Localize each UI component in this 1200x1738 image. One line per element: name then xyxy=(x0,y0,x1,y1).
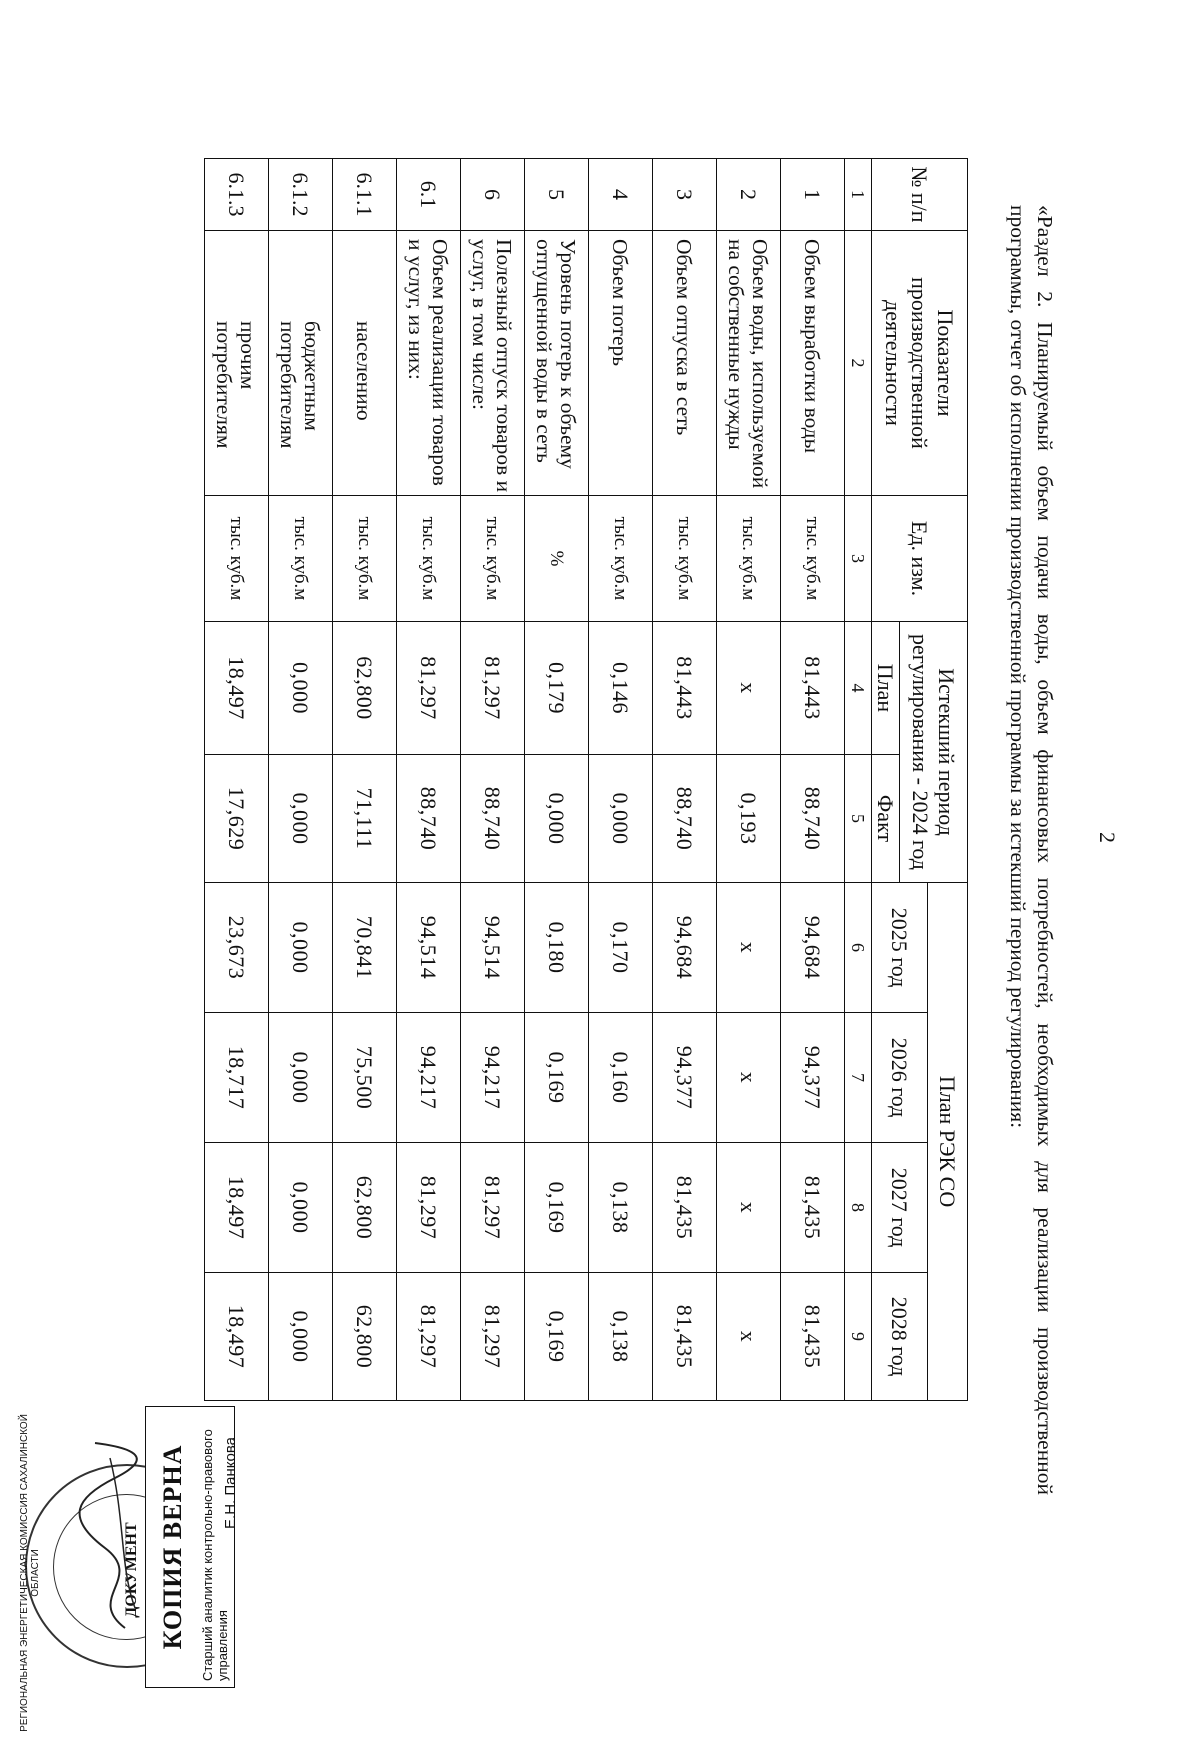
unit-cell: тыс. куб.м xyxy=(717,496,781,622)
value-cell: x xyxy=(717,1273,781,1401)
table-row xyxy=(653,159,717,1401)
value-cell: 62,800 xyxy=(333,622,397,755)
indicator-name: Объем потерь xyxy=(589,231,653,496)
table-row xyxy=(781,159,845,1401)
value-cell: 81,297 xyxy=(397,1273,461,1401)
indicator-name: Объем выработки воды xyxy=(781,231,845,496)
row-number: 2 xyxy=(717,159,781,231)
value-cell: 94,684 xyxy=(653,883,717,1013)
value-cell: 0,000 xyxy=(589,755,653,883)
row-number: 6.1 xyxy=(397,159,461,231)
value-cell: 81,297 xyxy=(461,1273,525,1401)
indicator-name: бюджетным потребителям xyxy=(269,231,333,496)
unit-cell: % xyxy=(525,496,589,622)
col-index: 8 xyxy=(845,1143,872,1273)
value-cell: 94,377 xyxy=(653,1013,717,1143)
value-cell: 81,443 xyxy=(781,622,845,755)
header-rek-plan: План РЭК СО xyxy=(928,883,968,1401)
value-cell: 18,717 xyxy=(205,1013,269,1143)
value-cell: 0,146 xyxy=(589,622,653,755)
row-number: 6 xyxy=(461,159,525,231)
header-2025: 2025 год xyxy=(872,883,928,1013)
value-cell: 18,497 xyxy=(205,622,269,755)
value-cell: 0,138 xyxy=(589,1143,653,1273)
value-cell: 18,497 xyxy=(205,1273,269,1401)
value-cell: 94,377 xyxy=(781,1013,845,1143)
header-unit: Ед. изм. xyxy=(872,496,968,622)
row-number: 6.1.2 xyxy=(269,159,333,231)
value-cell: 94,217 xyxy=(461,1013,525,1143)
copy-certified-box xyxy=(145,1406,239,1688)
value-cell: 81,435 xyxy=(781,1273,845,1401)
value-cell: 81,443 xyxy=(653,622,717,755)
value-cell: 88,740 xyxy=(781,755,845,883)
value-cell: 0,169 xyxy=(525,1143,589,1273)
value-cell: 17,629 xyxy=(205,755,269,883)
unit-cell: тыс. куб.м xyxy=(461,496,525,622)
indicator-name: Объем отпуска в сеть xyxy=(653,231,717,496)
value-cell: 81,435 xyxy=(653,1273,717,1401)
unit-cell: тыс. куб.м xyxy=(269,496,333,622)
row-number: 5 xyxy=(525,159,589,231)
value-cell: 0,000 xyxy=(269,622,333,755)
production-program-table xyxy=(204,158,968,1401)
header-indicator: Показатели производственной деятельности xyxy=(872,231,968,496)
col-index: 1 xyxy=(845,159,872,231)
value-cell: 81,297 xyxy=(397,1143,461,1273)
table-row xyxy=(397,159,461,1401)
table-row xyxy=(589,159,653,1401)
value-cell: 18,497 xyxy=(205,1143,269,1273)
value-cell: 70,841 xyxy=(333,883,397,1013)
value-cell: 0,000 xyxy=(269,1273,333,1401)
value-cell: 0,000 xyxy=(269,883,333,1013)
value-cell: 88,740 xyxy=(461,755,525,883)
value-cell: x xyxy=(717,883,781,1013)
table-row xyxy=(333,159,397,1401)
value-cell: 81,297 xyxy=(461,622,525,755)
value-cell: 81,297 xyxy=(397,622,461,755)
unit-cell: тыс. куб.м xyxy=(653,496,717,622)
section-heading: «Раздел 2. Планируемый объем подачи воды, объем финансовых потребностей, необходимых для реализации производственной программы, отчет об исполнении производственной программы за истекший период регулирования: xyxy=(1006,205,1057,1495)
header-2028: 2028 год xyxy=(872,1273,928,1401)
value-cell: 94,514 xyxy=(397,883,461,1013)
value-cell: 94,217 xyxy=(397,1013,461,1143)
value-cell: x xyxy=(717,622,781,755)
unit-cell: тыс. куб.м xyxy=(333,496,397,622)
table-row xyxy=(461,159,525,1401)
value-cell: 75,500 xyxy=(333,1013,397,1143)
value-cell: 0,000 xyxy=(525,755,589,883)
certification-stamp xyxy=(19,1408,250,1732)
value-cell: 0,169 xyxy=(525,1273,589,1401)
header-fact: Факт xyxy=(872,755,900,883)
value-cell: 0,180 xyxy=(525,883,589,1013)
value-cell: 81,435 xyxy=(653,1143,717,1273)
value-cell: x xyxy=(717,1143,781,1273)
value-cell: 88,740 xyxy=(653,755,717,883)
header-2026: 2026 год xyxy=(872,1013,928,1143)
value-cell: 0,179 xyxy=(525,622,589,755)
header-num: № п/п xyxy=(872,159,968,231)
unit-cell: тыс. куб.м xyxy=(397,496,461,622)
header-2027: 2027 год xyxy=(872,1143,928,1273)
table-row xyxy=(205,159,269,1401)
row-number: 1 xyxy=(781,159,845,231)
value-cell: 94,684 xyxy=(781,883,845,1013)
value-cell: 94,514 xyxy=(461,883,525,1013)
value-cell: 0,169 xyxy=(525,1013,589,1143)
indicator-name: Уровень потерь к объему отпущенной воды в сеть xyxy=(525,231,589,496)
seal-text: ДОКУМЕНТ xyxy=(123,1522,140,1618)
value-cell: 0,000 xyxy=(269,755,333,883)
value-cell: 71,111 xyxy=(333,755,397,883)
indicator-name: Объем воды, используемой на собственные нужды xyxy=(717,231,781,496)
value-cell: 88,740 xyxy=(397,755,461,883)
col-index: 6 xyxy=(845,883,872,1013)
value-cell: 23,673 xyxy=(205,883,269,1013)
unit-cell: тыс. куб.м xyxy=(205,496,269,622)
row-number: 6.1.1 xyxy=(333,159,397,231)
page-number: 2 xyxy=(1095,832,1120,843)
table-row xyxy=(525,159,589,1401)
col-index: 2 xyxy=(845,231,872,496)
col-index: 7 xyxy=(845,1013,872,1143)
value-cell: 62,800 xyxy=(333,1273,397,1401)
value-cell: 0,000 xyxy=(269,1143,333,1273)
signature xyxy=(65,1438,155,1638)
col-index: 4 xyxy=(845,622,872,755)
stamp-signer-name: Е.Н. Панкова xyxy=(222,1437,239,1529)
header-period: Истекший период регулирования - 2024 год xyxy=(900,622,968,883)
col-index: 3 xyxy=(845,496,872,622)
col-index: 5 xyxy=(845,755,872,883)
value-cell: 62,800 xyxy=(333,1143,397,1273)
table-row xyxy=(717,159,781,1401)
row-number: 6.1.3 xyxy=(205,159,269,231)
indicator-name: Объем реализации товаров и услуг, из них: xyxy=(397,231,461,496)
stamp-position: Старший аналитик контрольно-правового управления xyxy=(200,1429,230,1681)
value-cell: 0,193 xyxy=(717,755,781,883)
value-cell: 0,000 xyxy=(269,1013,333,1143)
indicator-name: Полезный отпуск товаров и услуг, в том числе: xyxy=(461,231,525,496)
header-plan: План xyxy=(872,622,900,755)
col-index: 9 xyxy=(845,1273,872,1401)
table-row xyxy=(269,159,333,1401)
indicator-name: прочим потребителям xyxy=(205,231,269,496)
value-cell: 81,297 xyxy=(461,1143,525,1273)
value-cell: 0,160 xyxy=(589,1013,653,1143)
unit-cell: тыс. куб.м xyxy=(589,496,653,622)
row-number: 3 xyxy=(653,159,717,231)
value-cell: 0,138 xyxy=(589,1273,653,1401)
row-number: 4 xyxy=(589,159,653,231)
indicator-name: населению xyxy=(333,231,397,496)
value-cell: 81,435 xyxy=(781,1143,845,1273)
value-cell: x xyxy=(717,1013,781,1143)
value-cell: 0,170 xyxy=(589,883,653,1013)
stamp-title: КОПИЯ ВЕРНА xyxy=(158,1444,187,1650)
seal-organization: РЕГИОНАЛЬНАЯ ЭНЕРГЕТИЧЕСКАЯ КОМИССИЯ САХАЛИНСКОЙ ОБЛАСТИ xyxy=(19,1414,41,1732)
unit-cell: тыс. куб.м xyxy=(781,496,845,622)
